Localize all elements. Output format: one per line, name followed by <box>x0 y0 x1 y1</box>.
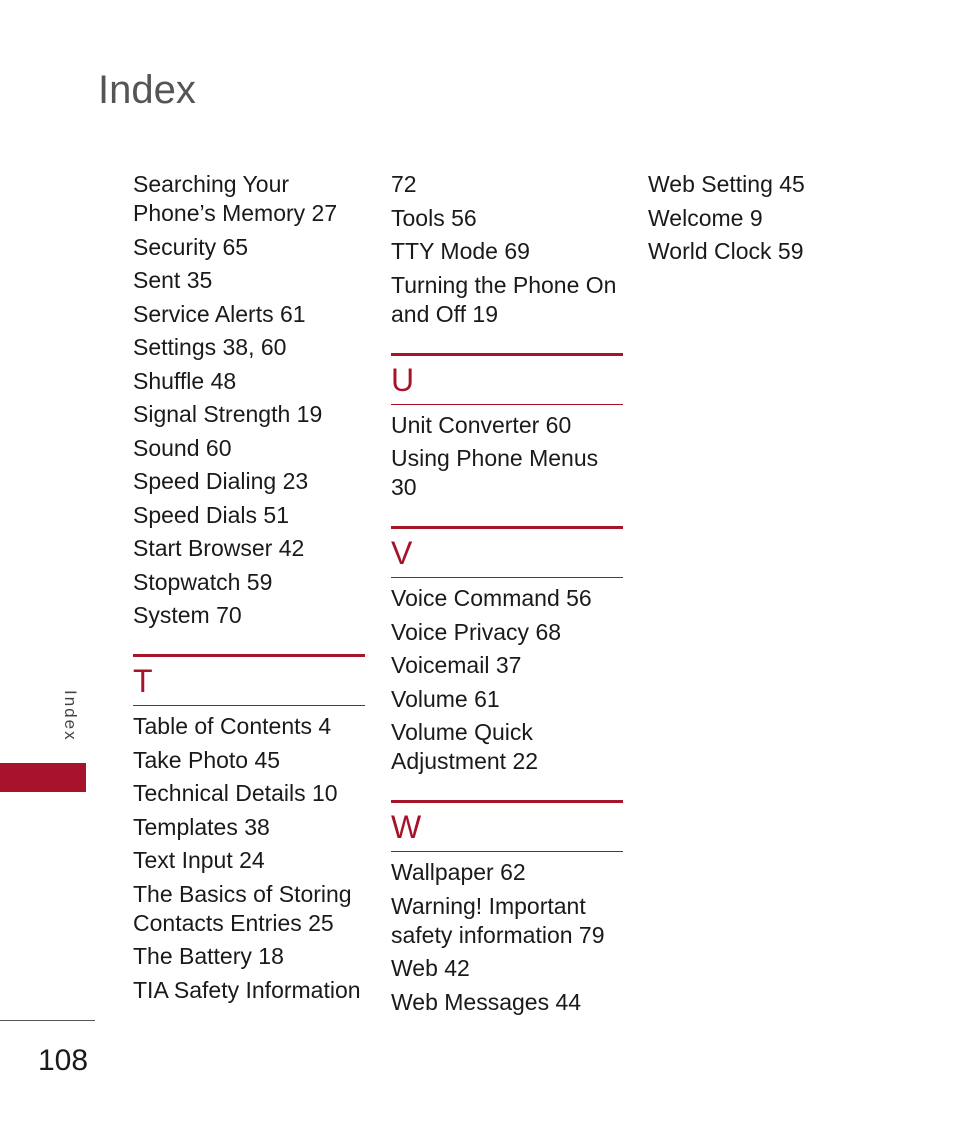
section-header <box>391 526 623 578</box>
section-letter: W <box>391 809 422 845</box>
index-column-2 <box>391 170 623 1021</box>
index-entry: Warning! Important safety information 79 <box>391 892 605 948</box>
index-entry: Wallpaper 62 <box>391 859 526 885</box>
index-entry: Voicemail 37 <box>391 652 522 678</box>
index-entry: Web 42 <box>391 955 470 981</box>
section-letter: U <box>391 361 415 398</box>
index-entry: TIA Safety Information <box>133 976 361 1003</box>
section-header <box>391 800 623 852</box>
index-entry: Using Phone Menus 30 <box>391 445 599 500</box>
index-entry: Table of Contents 4 <box>133 713 332 739</box>
index-entry: TTY Mode 69 <box>391 238 530 264</box>
index-entry: Searching Your Phone’s Memory 27 <box>133 171 338 226</box>
index-entry: Web Messages 44 <box>391 988 582 1015</box>
index-entry: System 70 <box>133 602 242 628</box>
index-column-3 <box>648 170 880 271</box>
index-entry: Stopwatch 59 <box>133 568 273 595</box>
index-entry: Settings 38, 60 <box>133 334 287 360</box>
footer-rule <box>0 1020 95 1021</box>
index-entry: World Clock 59 <box>648 238 804 264</box>
index-entry: Templates 38 <box>133 813 270 840</box>
index-entry: Sent 35 <box>133 267 213 293</box>
side-section-label: Index <box>61 690 80 742</box>
index-entry: Sound 60 <box>133 434 232 461</box>
side-section-tab <box>0 763 86 792</box>
index-column-1 <box>133 170 365 1009</box>
section-header <box>133 654 365 706</box>
index-entry: Tools 56 <box>391 204 477 231</box>
index-entry: Voice Privacy 68 <box>391 618 562 645</box>
index-entry: Speed Dialing 23 <box>133 468 309 494</box>
section-letter: V <box>391 535 413 571</box>
index-entry: Web Setting 45 <box>648 171 805 197</box>
index-entry: Unit Converter 60 <box>391 411 572 438</box>
index-entry: Signal Strength 19 <box>133 401 323 427</box>
page-number: 108 <box>38 1044 89 1077</box>
index-entry: Security 65 <box>133 233 249 260</box>
index-entry: Take Photo 45 <box>133 746 281 773</box>
page-title: Index <box>98 68 196 112</box>
index-entry: Speed Dials 51 <box>133 501 289 528</box>
index-entry: Service Alerts 61 <box>133 300 306 327</box>
index-entry: Shuffle 48 <box>133 367 237 394</box>
index-entry: Volume 61 <box>391 685 500 712</box>
index-entry: Start Browser 42 <box>133 535 305 561</box>
index-entry: Text Input 24 <box>133 847 265 873</box>
index-entry: Turning the Phone On and Off 19 <box>391 271 617 327</box>
index-entry: Voice Command 56 <box>391 585 592 611</box>
index-entry: Technical Details 10 <box>133 780 338 806</box>
section-letter: T <box>133 663 153 699</box>
index-entry: Volume Quick Adjustment 22 <box>391 719 539 774</box>
section-header <box>391 353 623 405</box>
index-entry: Welcome 9 <box>648 204 763 231</box>
index-entry: The Basics of Storing Contacts Entries 25 <box>133 880 352 936</box>
index-entry: 72 <box>391 171 417 197</box>
index-entry: The Battery 18 <box>133 943 284 969</box>
